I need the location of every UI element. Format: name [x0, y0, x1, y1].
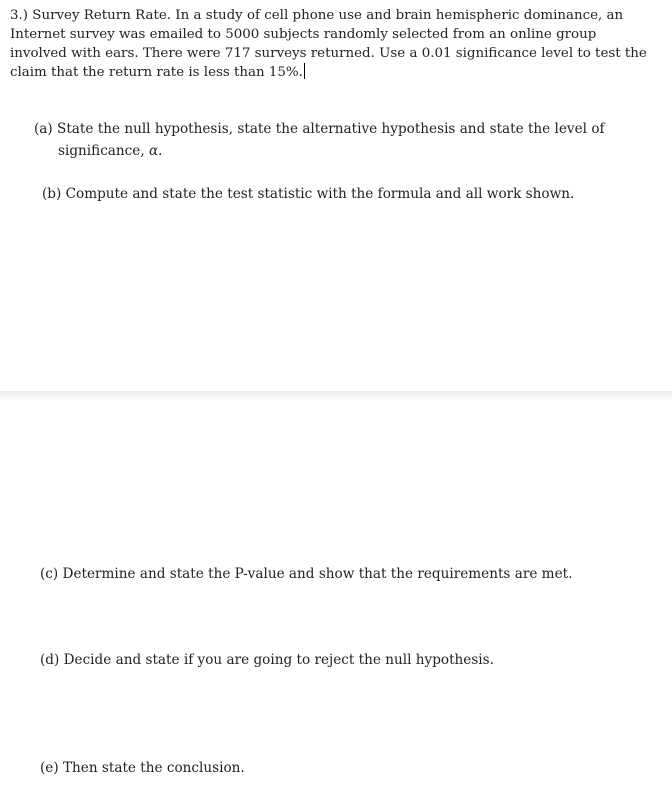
part-e: (e) Then state the conclusion.: [40, 760, 245, 776]
alpha-symbol: α: [148, 143, 159, 159]
part-a-period: .: [158, 143, 163, 159]
problem-statement: [10, 6, 650, 82]
part-a-line1: (a) State the null hypothesis, state the alternative hypothesis and state the level of: [34, 121, 605, 137]
part-a-line2: significance,: [58, 143, 145, 159]
part-b: (b) Compute and state the test statistic with the formula and all work shown.: [42, 186, 575, 202]
part-c: (c) Determine and state the P-value and show that the requirements are met.: [40, 566, 573, 582]
problem-number: 3.): [10, 8, 29, 23]
text-cursor[interactable]: [304, 63, 305, 79]
part-a-line2-wrap: [34, 140, 634, 162]
part-a: [34, 118, 634, 162]
page-break: [0, 391, 672, 401]
problem-title: Survey Return Rate.: [32, 8, 172, 23]
problem-text: In a study of cell phone use and brain hemispheric dominance, an Internet survey was emailed to 5000 subjects randomly selected from an online group involved with ears. There were 717 surveys returned. Use a 0.01 significance level to test the claim that the return rate is less than 15%.: [10, 8, 647, 80]
part-d: (d) Decide and state if you are going to reject the null hypothesis.: [40, 652, 494, 668]
